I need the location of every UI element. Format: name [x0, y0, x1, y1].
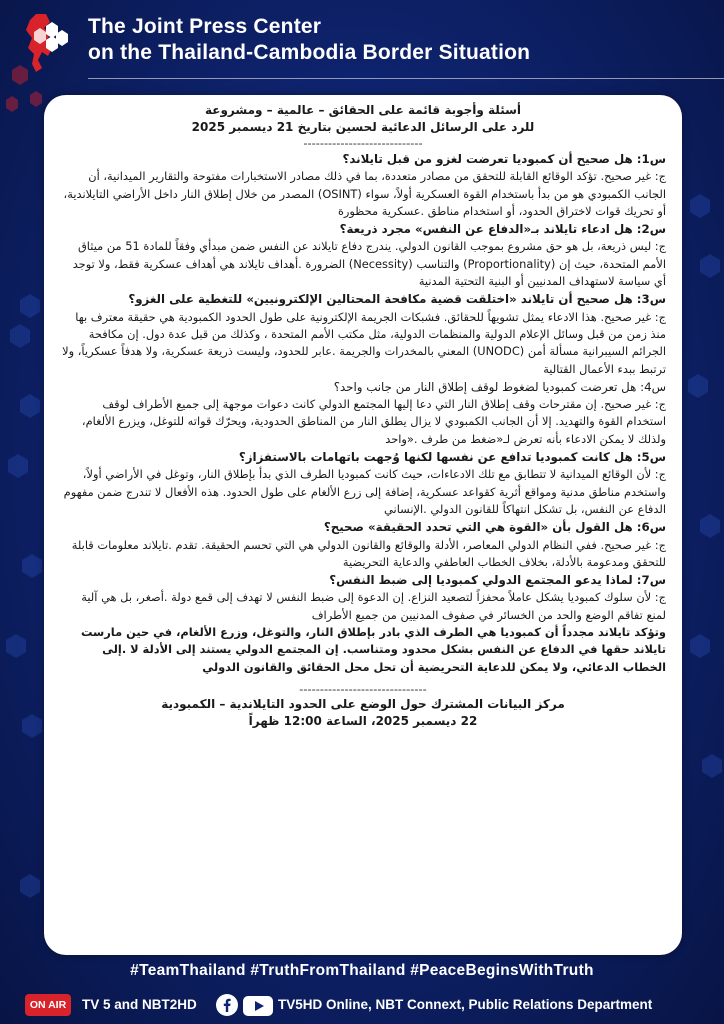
- qa-item-1: [60, 151, 666, 220]
- closing-statement: وتؤكد تايلاند مجدداً أن كمبوديا هي الطرف الذي بادر بإطلاق النار، والتوغل، وزرع الألغام، في حين مارست تايلاند حقها في الدفاع عن النفس بشكل محدود ومتناسب. إن المجتمع الدولي يستند إلى الأدلة لا .إلى الخطاب الدعائي، ولا يمكن للدعاية التحريضية أن تحل محل الحقائق والقانون الدولي: [80, 625, 666, 674]
- facebook-icon: [215, 993, 239, 1017]
- qa-item-5: [60, 449, 666, 518]
- channels-text: TV 5 and NBT2HD: [82, 997, 197, 1012]
- header-title: [88, 14, 530, 66]
- document-title-line2: للرد على الرسائل الدعائية لحسين بتاريخ 21 ديسمبر 2025: [191, 120, 535, 134]
- youtube-icon: [243, 996, 273, 1016]
- hashtags: #TeamThailand #TruthFromThailand #PeaceBeginsWithTruth: [130, 962, 594, 979]
- on-air-badge: ON AIR: [25, 994, 71, 1016]
- signature-line2: 22 ديسمبر 2025، الساعة 12:00 ظهراً: [248, 713, 478, 728]
- qa-item-3: [60, 291, 666, 377]
- qa-item-7: [60, 572, 666, 624]
- answer-5: ج: لأن الوقائع الميدانية لا تتطابق مع تلك الادعاءات، حيث كانت كمبوديا الطرف الذي بدأ بإطلاق النار، وتوغل في الأراضي أولاً، واستخدم مناطق مدنية ومواقع أثرية كقواعد عسكرية، إضافة إلى زرع الألغام على طول الحدود. هذه الأفعال لا تندرج ضمن مفهوم الدفاع عن النفس، بل تشكل انتهاكاً للقانون الدولي .الإنساني: [63, 467, 666, 516]
- answer-2: ج: ليس ذريعة، بل هو حق مشروع بموجب القانون الدولي. يندرج دفاع تايلاند عن النفس ضمن مبدأي وفقاً للمادة 51 من ميثاق الأمم المتحدة، حيث إن (Proportionality) والتناسب (Necessity) الضرورة .أهداف تايلاند هي أهداف عسكرية فقط، ولا توجد أي سياسة لاستهداف المدنيين أو البنية التحتية المدنية: [72, 239, 666, 289]
- answer-1: ج: غير صحيح. تؤكد الوقائع القابلة للتحقق من مصادر متعددة، بما في ذلك مصادر الاستخبارات مفتوحة والتقارير الميدانية، أن الجانب الكمبودي هو من بدأ باستخدام القوة العسكرية أولاً، سواء (OSINT) المصدر من خلال إطلاق النار داخل الأراضي التايلاندية، أو تحريك قوات لاختراق الحدود، أو استخدام مناطق .عسكرية محظورة: [63, 169, 666, 218]
- qa-item-4: [60, 379, 666, 448]
- thailand-map-logo-icon: [16, 12, 72, 74]
- separator: -----------------------------: [303, 136, 423, 150]
- question-6: س6: هل القول بأن «القوة هي التي تحدد الحقيقة» صحيح؟: [323, 520, 666, 535]
- header-title-line2: on the Thailand-Cambodia Border Situation: [88, 41, 531, 64]
- answer-3: ج: غير صحيح. هذا الادعاء يمثل تشويهاً للحقائق. فشبكات الجريمة الإلكترونية على طول الحدود الكمبودية هي حقيقة معترف بها منذ زمن من قبل وسائل الإعلام الدولية والمنظمات الدولية، مثل مكتب الأمم المتحدة ، وكذلك من قبل عدة دول. إن مكافحة الجرائم السيبرانية مسألة أمن (UNODC) المعني بالمخدرات والجريمة .عابر للحدود، وليست ذريعة عسكرية، ولا هدفاً عسكرياً، ولا ترتبط ببدء الأعمال القتالية: [62, 309, 666, 376]
- signature-line1: مركز البيانات المشترك حول الوضع على الحدود التايلاندية – الكمبودية: [161, 696, 565, 711]
- question-2: س2: هل ادعاء تايلاند بـ«الدفاع عن النفس» مجرد ذريعة؟: [339, 222, 666, 237]
- question-5: س5: هل كانت كمبوديا تدافع عن نفسها لكنها وُجهت باتهامات بالاستفزاز؟: [238, 450, 666, 465]
- answer-4: ج: غير صحيح. إن مقترحات وقف إطلاق النار التي دعا إليها المجتمع الدولي كانت دعوات موجهة إلى جميع الأطراف لوقف استخدام القوة والتهديد. إلا أن الجانب الكمبودي لا يزال يطلق النار من المناطق الحدودية، ويحرّك قواته للتوغل، ويزرع الألغام، ولذلك لا يمكن الادعاء بأنه تعرض لـ«ضغط من طرف .«واحد: [81, 397, 666, 446]
- question-3: س3: هل صحيح أن تايلاند «اختلقت قضية مكافحة المحتالين الإلكترونيين» للتغطية على الغزو؟: [128, 292, 666, 307]
- question-7: س7: لماذا يدعو المجتمع الدولي كمبوديا إلى ضبط النفس؟: [329, 573, 666, 588]
- question-1: س1: هل صحيح أن كمبوديا تعرضت لغزو من قبل تايلاند؟: [342, 152, 666, 166]
- broadcast-bar: [0, 990, 724, 1024]
- question-4: س4: هل تعرضت كمبوديا لضغوط لوقف إطلاق النار من جانب واحد؟: [333, 379, 666, 394]
- online-platforms-text: TV5HD Online, NBT Connext, Public Relations Department: [278, 997, 653, 1012]
- answer-6: ج: غير صحيح. ففي النظام الدولي المعاصر، الأدلة والوقائع والقانون الدولي هي التي تحسم الحقيقة. تقدم .تايلاند معلومات قابلة للتحقق ومدعومة بالأدلة، بخلاف الخطاب العاطفي والدعاية التحريضية: [71, 537, 666, 569]
- document-content: [60, 102, 666, 730]
- header-divider: [88, 78, 724, 79]
- header: [0, 0, 724, 80]
- qa-item-6: [60, 519, 666, 571]
- separator-2: -------------------------------: [299, 681, 427, 696]
- header-title-line1: The Joint Press Center: [88, 15, 322, 38]
- answer-7: ج: لأن سلوك كمبوديا يشكل عاملاً محفزاً لتصعيد النزاع. إن الدعوة إلى ضبط النفس لا تهدف إلى قمع دولة .أصغر، بل هي آلية لمنع تفاقم الوضع والحد من الخسائر في صفوف المدنيين من جميع الأطراف: [81, 590, 666, 622]
- qa-item-2: [60, 221, 666, 290]
- document-title-line1: أسئلة وأجوبة قائمة على الحقائق – عالمية – ومشروعة: [204, 103, 522, 117]
